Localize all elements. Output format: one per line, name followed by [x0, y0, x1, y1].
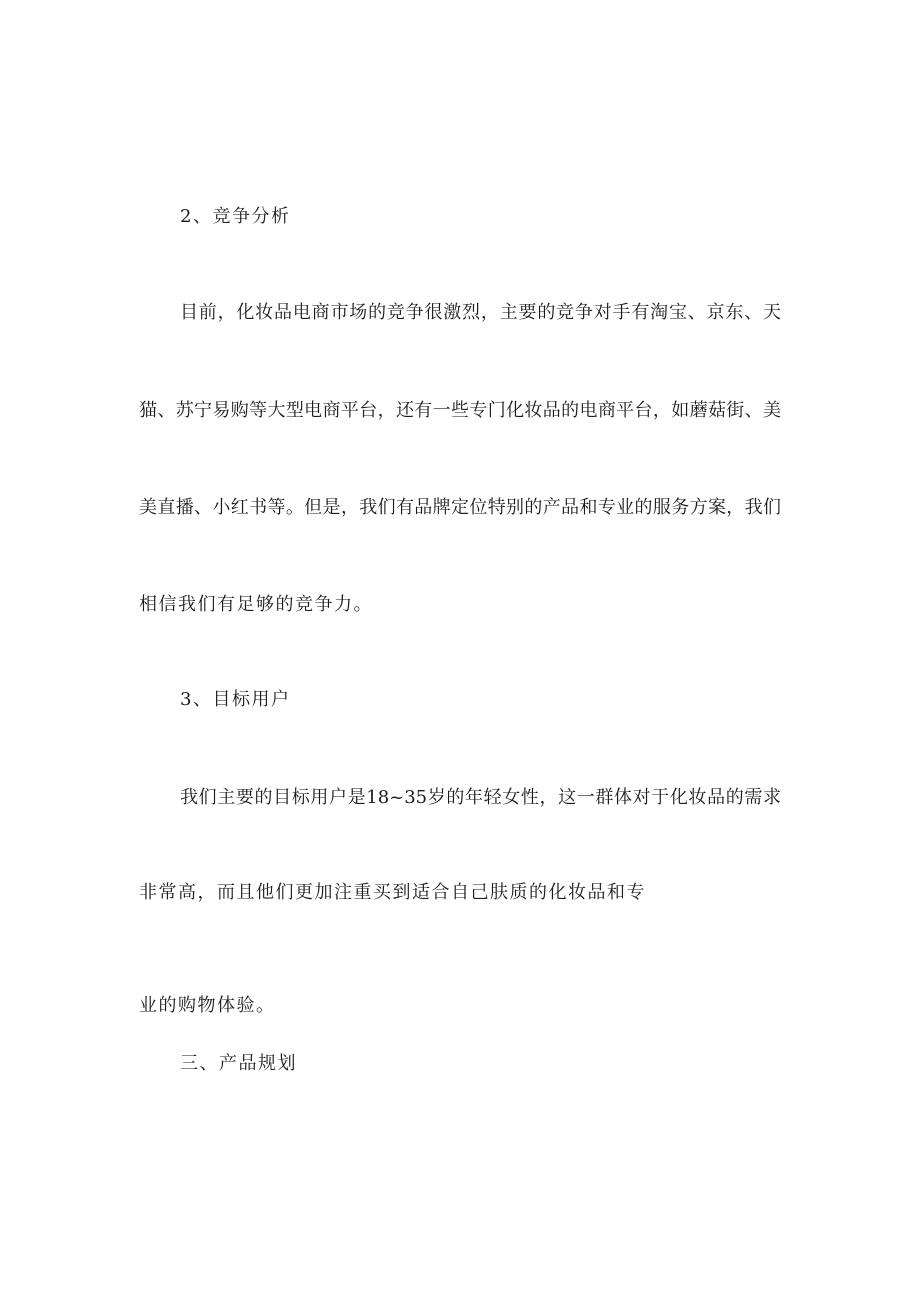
paragraph-line: 非常高，而且他们更加注重买到适合自己肤质的化妆品和专	[139, 882, 646, 903]
paragraph-line: 猫、苏宁易购等大型电商平台，还有一些专门化妆品的电商平台，如蘑菇街、美	[139, 400, 781, 421]
paragraph-line: 美直播、小红书等。但是，我们有品牌定位特别的产品和专业的服务方案，我们	[139, 497, 781, 518]
paragraph-line: 相信我们有足够的竞争力。	[139, 594, 373, 615]
section-heading-competition: 2、竞争分析	[180, 206, 291, 227]
paragraph-line: 目前，化妆品电商市场的竞争很激烈，主要的竞争对手有淘宝、京东、天	[180, 302, 781, 323]
section-heading-target-users: 3、目标用户	[180, 689, 291, 710]
paragraph-line: 我们主要的目标用户是18~35岁的年轻女性，这一群体对于化妆品的需求	[180, 787, 781, 808]
section-heading-product-planning: 三、产品规划	[180, 1053, 297, 1074]
paragraph-line: 业的购物体验。	[139, 995, 276, 1016]
